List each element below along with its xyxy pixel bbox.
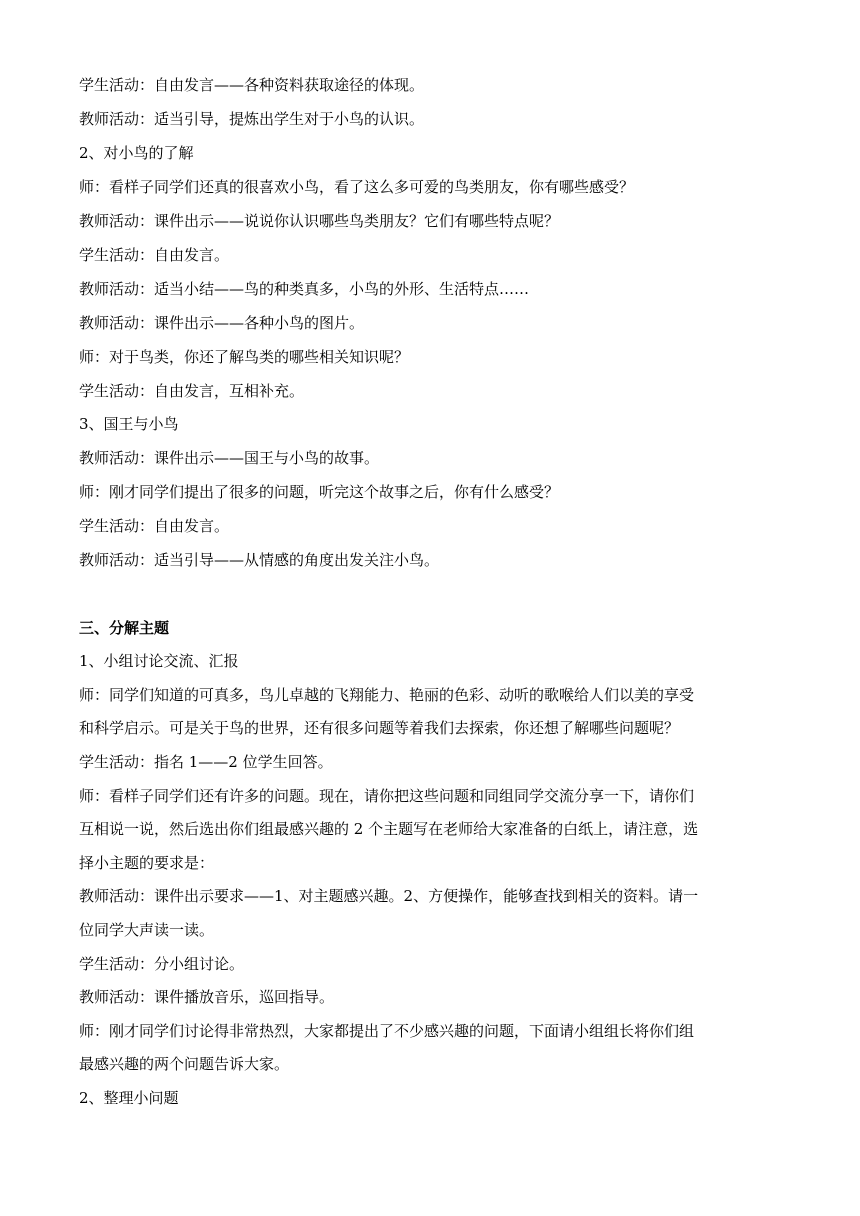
text-line: 师：刚才同学们讨论得非常热烈，大家都提出了不少感兴趣的问题，下面请小组组长将你们组 (79, 1022, 695, 1040)
text-line: 学生活动：自由发言，互相补充。 (79, 382, 305, 400)
text-line: 教师活动：课件出示——各种小鸟的图片。 (79, 314, 365, 332)
text-line: 师：同学们知道的可真多，鸟儿卓越的飞翔能力、艳丽的色彩、动听的歌喉给人们以美的享受 (79, 686, 695, 704)
text-line: 师：对于鸟类，你还了解鸟类的哪些相关知识呢？ (79, 348, 410, 366)
text-line: 师：刚才同学们提出了很多的问题，听完这个故事之后，你有什么感受？ (79, 483, 560, 501)
text-line: 教师活动：适当引导，提炼出学生对于小鸟的认识。 (79, 110, 425, 128)
text-line: 学生活动：自由发言——各种资料获取途径的体现。 (79, 76, 425, 94)
text-line: 教师活动：适当小结——鸟的种类真多，小鸟的外形、生活特点…… (79, 280, 530, 298)
text-line: 互相说一说，然后选出你们组最感兴趣的 2 个主题写在老师给大家准备的白纸上，请注意，选 (79, 820, 699, 838)
text-line: 师：看样子同学们还有许多的问题。现在，请你把这些问题和同组同学交流分享一下，请你们 (79, 787, 695, 805)
text-line: 和科学启示。可是关于鸟的世界，还有很多问题等着我们去探索，你还想了解哪些问题呢？ (79, 719, 680, 737)
text-line: 学生活动：自由发言。 (79, 517, 230, 535)
text-line: 教师活动：课件出示要求——1、对主题感兴趣。2、方便操作，能够查找到相关的资料。请一 (79, 887, 699, 905)
text-line: 教师活动：课件出示——国王与小鸟的故事。 (79, 449, 380, 467)
text-line: 教师活动：适当引导——从情感的角度出发关注小鸟。 (79, 551, 440, 569)
text-line: 学生活动：自由发言。 (79, 246, 230, 264)
text-line: 教师活动：课件出示——说说你认识哪些鸟类朋友？它们有哪些特点呢？ (79, 212, 560, 230)
text-line: 位同学大声读一读。 (79, 921, 215, 939)
text-line: 学生活动：分小组讨论。 (79, 955, 245, 973)
subsection-heading: 2、整理小问题 (79, 1089, 179, 1107)
text-line: 最感兴趣的两个问题告诉大家。 (79, 1055, 290, 1073)
subsection-heading: 2、对小鸟的了解 (79, 144, 194, 162)
text-line: 教师活动：课件播放音乐，巡回指导。 (79, 988, 335, 1006)
text-line: 师：看样子同学们还真的很喜欢小鸟，看了这么多可爱的鸟类朋友，你有哪些感受？ (79, 178, 635, 196)
text-line: 学生活动：指名 1——2 位学生回答。 (79, 753, 333, 771)
section-heading: 三、分解主题 (79, 619, 170, 637)
text-line: 择小主题的要求是： (79, 854, 215, 872)
subsection-heading: 1、小组讨论交流、汇报 (79, 652, 239, 670)
subsection-heading: 3、国王与小鸟 (79, 415, 179, 433)
